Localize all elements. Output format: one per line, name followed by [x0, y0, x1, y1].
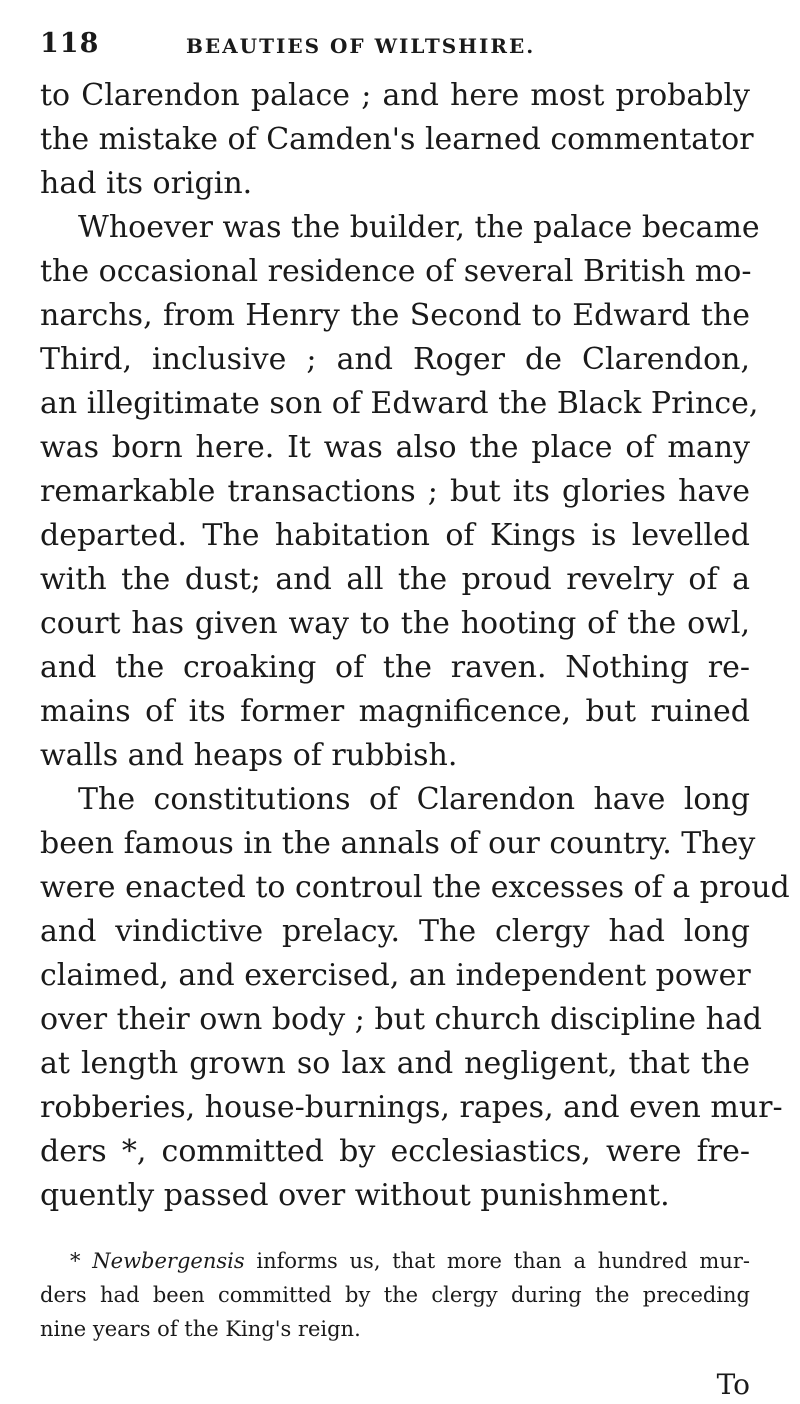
- footnote-source: Newbergensis: [92, 1249, 245, 1273]
- text-line: was born here. It was also the place of many: [40, 430, 750, 465]
- text-line: walls and heaps of rubbish.: [40, 738, 458, 773]
- footnote-marker: *: [70, 1249, 81, 1273]
- text-line: Whoever was the builder, the palace became: [78, 210, 760, 245]
- text-line: had its origin.: [40, 166, 253, 201]
- text-line: departed. The habitation of Kings is levelled: [40, 518, 750, 553]
- text-line: were enacted to controul the excesses of a proud: [40, 870, 790, 905]
- footnote: [40, 1244, 750, 1346]
- running-head: BEAUTIES OF WILTSHIRE.: [186, 34, 536, 58]
- text-line: the mistake of Camden's learned commentator: [40, 122, 754, 157]
- book-page: [40, 28, 790, 1346]
- paragraph-3: [40, 778, 790, 1218]
- text-line: with the dust; and all the proud revelry of a: [40, 562, 750, 597]
- page-header: [40, 28, 750, 74]
- text-line: claimed, and exercised, an independent power: [40, 958, 751, 993]
- footnote-text: informs us, that more than a hundred mur-: [244, 1249, 750, 1273]
- text-line: court has given way to the hooting of the owl,: [40, 606, 750, 641]
- paragraph-2: [40, 206, 760, 778]
- text-line: quently passed over without punishment.: [40, 1178, 670, 1213]
- footnote-line: [40, 1244, 750, 1278]
- text-line: robberies, house-burnings, rapes, and even mur-: [40, 1090, 783, 1125]
- text-line: mains of its former magnificence, but ruined: [40, 694, 750, 729]
- text-line: an illegitimate son of Edward the Black Prince,: [40, 386, 759, 421]
- text-line: been famous in the annals of our country. They: [40, 826, 756, 861]
- text-line: the occasional residence of several British mo-: [40, 254, 752, 289]
- text-line: Third, inclusive ; and Roger de Clarendon,: [40, 342, 750, 377]
- text-line: over their own body ; but church discipline had: [40, 1002, 763, 1037]
- footnote-line: nine years of the King's reign.: [40, 1317, 361, 1341]
- text-line: remarkable transactions ; but its glories have: [40, 474, 750, 509]
- text-line: to Clarendon palace ; and here most probably: [40, 78, 750, 113]
- text-line: and the croaking of the raven. Nothing re-: [40, 650, 750, 685]
- text-line: narchs, from Henry the Second to Edward the: [40, 298, 750, 333]
- text-line: at length grown so lax and negligent, that the: [40, 1046, 750, 1081]
- text-line: and vindictive prelacy. The clergy had long: [40, 914, 750, 949]
- body-text: [40, 74, 790, 1218]
- page-number: 118: [40, 28, 100, 59]
- catchword: To: [716, 1368, 750, 1401]
- paragraph-1: [40, 74, 754, 206]
- text-line: ders *, committed by ecclesiastics, were fre-: [40, 1134, 750, 1169]
- text-line: The constitutions of Clarendon have long: [78, 782, 750, 817]
- footnote-line: ders had been committed by the clergy during the preceding: [40, 1283, 750, 1307]
